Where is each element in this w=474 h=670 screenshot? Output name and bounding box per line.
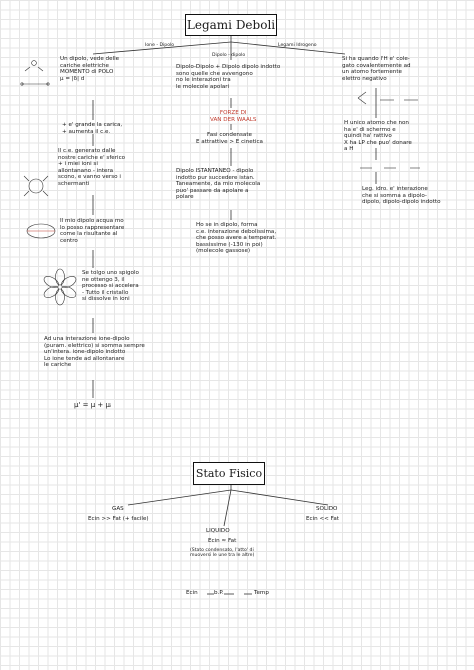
bottom-line-bp: b.P. (214, 590, 224, 596)
bottom-line-ecin: Ecin (186, 590, 198, 596)
weak-interaction-note: Ho se in dipolo, forma c.e. interazione debolissima, che posso avere a temperat. bassissime (-130 in poi) (molecole gassose) (196, 222, 277, 255)
liquid-label: LIQUIDO (206, 528, 230, 534)
bottom-line-temp: Temp (254, 590, 269, 596)
dipole-dipole-note: Dipolo-Dipolo + Dipolo dipolo indotto sono quelle che avvengono no le interazioni tra le molecole apolari (176, 64, 281, 90)
moment-formula: μ' = μ + μᵢ (74, 401, 112, 409)
dipole-resultant-note: Il mio dipolo acqua mo lo posso rappresentare come la risultante al centro (60, 218, 125, 244)
gas-relation: Ecin >> Fat (+ facile) (88, 516, 149, 522)
van-der-waals-label: FORZE DI VAN DER WAALS (210, 110, 257, 123)
branch-label-dipolo-dipolo: Dipolo - dipolo (212, 53, 246, 58)
section-title-stato-fisico: Stato Fisico (193, 462, 265, 485)
hydrogen-bond-definition: Si ha quando l'H e' cole- gato covalentemente ad un atomo fortemente elettro negativo (342, 56, 411, 82)
dipole-definition: Un dipolo, vede delle cariche elettriche MOMENTO di POLO μ = |δ| d (60, 56, 120, 82)
liquid-note: (Stato condensato, l'atto' di muoversi le une tra le altre) (190, 548, 255, 559)
condensed-phases-note: Fasi condensate E attrattive > E cinetica (196, 132, 263, 145)
electric-field-note: Il c.e. generato dalle nostre cariche e' sferico + i miei ioni si allontanano - intera scono, e vanno verso i schermanti (58, 148, 126, 187)
branch-label-ione-dipolo: Ione - Dipolo (145, 43, 175, 48)
hydrogen-unique-note: H unico atomo che non ha e' di schermo e quindi ha' rattivo X ha LP che puo' donare a H (344, 120, 412, 153)
liquid-relation: Ecin ≈ Fat (208, 538, 237, 544)
instant-dipole-note: Dipolo ISTANTANEO - dipolo indotto pur succedere istan. Taneamente, da mio molecola puo' passare da apolare a polare (176, 168, 261, 201)
solid-label: SOLIDO (316, 506, 338, 512)
charge-note: + e' grande la carica, + aumenta il c.e. (62, 122, 123, 135)
section-title-legami-deboli: Legami Deboli (185, 14, 277, 36)
solid-relation: Ecin << Fat (306, 516, 339, 522)
branch-label-legami-idrogeno: Legami Idrogeno (278, 43, 317, 48)
gas-label: GAS (112, 506, 124, 512)
hydrogen-bond-summary: Leg. idro. e' interazione che si somma a dipolo- dipolo, dipolo-dipolo indotto (362, 186, 441, 206)
ion-dipole-note: Ad una interazione ione-dipolo (puram. elettrico) si somma sempre un'intera. ione-dipolo indotto Lo ione tende ad allontanare le cariche (44, 336, 145, 369)
crystal-dissolve-note: Se tolgo uno spigolo ne ottengo 3, il processo si accelera - Tutto il cristallo si dissolve in ioni (82, 270, 139, 303)
